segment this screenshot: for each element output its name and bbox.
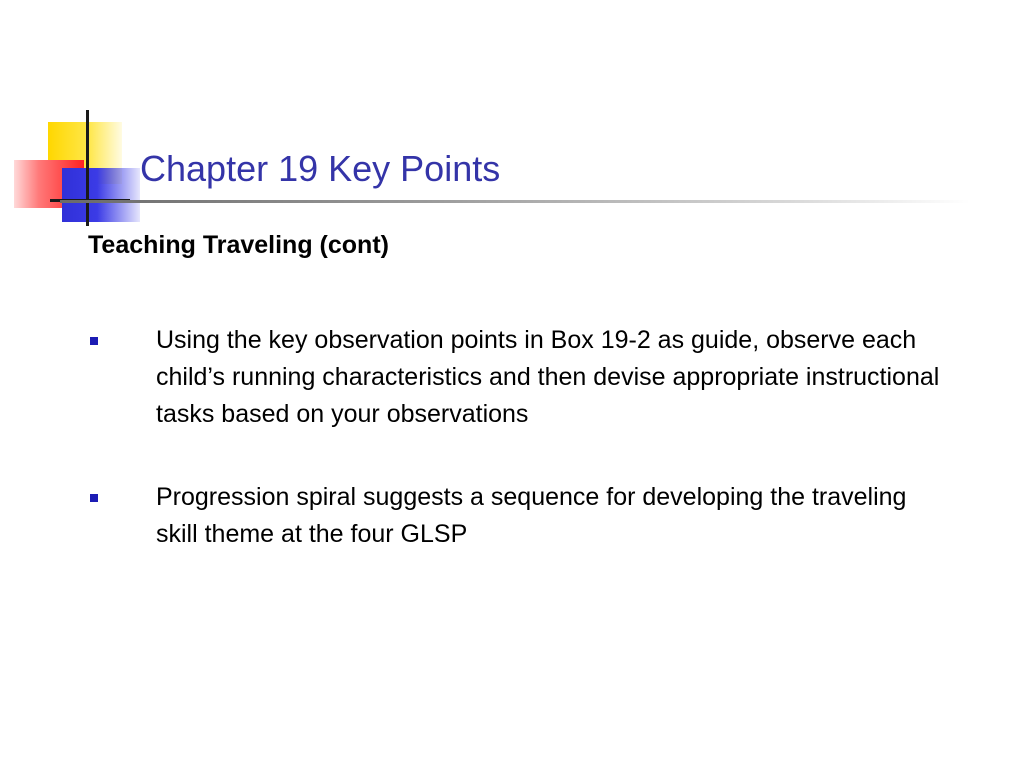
bullet-text: Progression spiral suggests a sequence for developing the traveling skill theme at the four GLSP <box>156 483 907 548</box>
bullet-text: Using the key observation points in Box 19-2 as guide, observe each child’s running characteristics and then devise appropriate instructional tasks based on your observations <box>156 326 940 428</box>
square-bullet-icon <box>90 494 98 502</box>
square-bullet-icon <box>90 337 98 345</box>
vertical-line <box>86 110 89 226</box>
bullet-item <box>90 322 950 433</box>
title-underline <box>60 200 970 203</box>
slide-title: Chapter 19 Key Points <box>140 148 501 189</box>
blue-square <box>62 168 140 222</box>
bullet-list <box>90 322 950 553</box>
slide-subtitle: Teaching Traveling (cont) <box>88 231 389 259</box>
bullet-item <box>90 479 950 553</box>
decorative-squares-logo <box>0 0 160 240</box>
